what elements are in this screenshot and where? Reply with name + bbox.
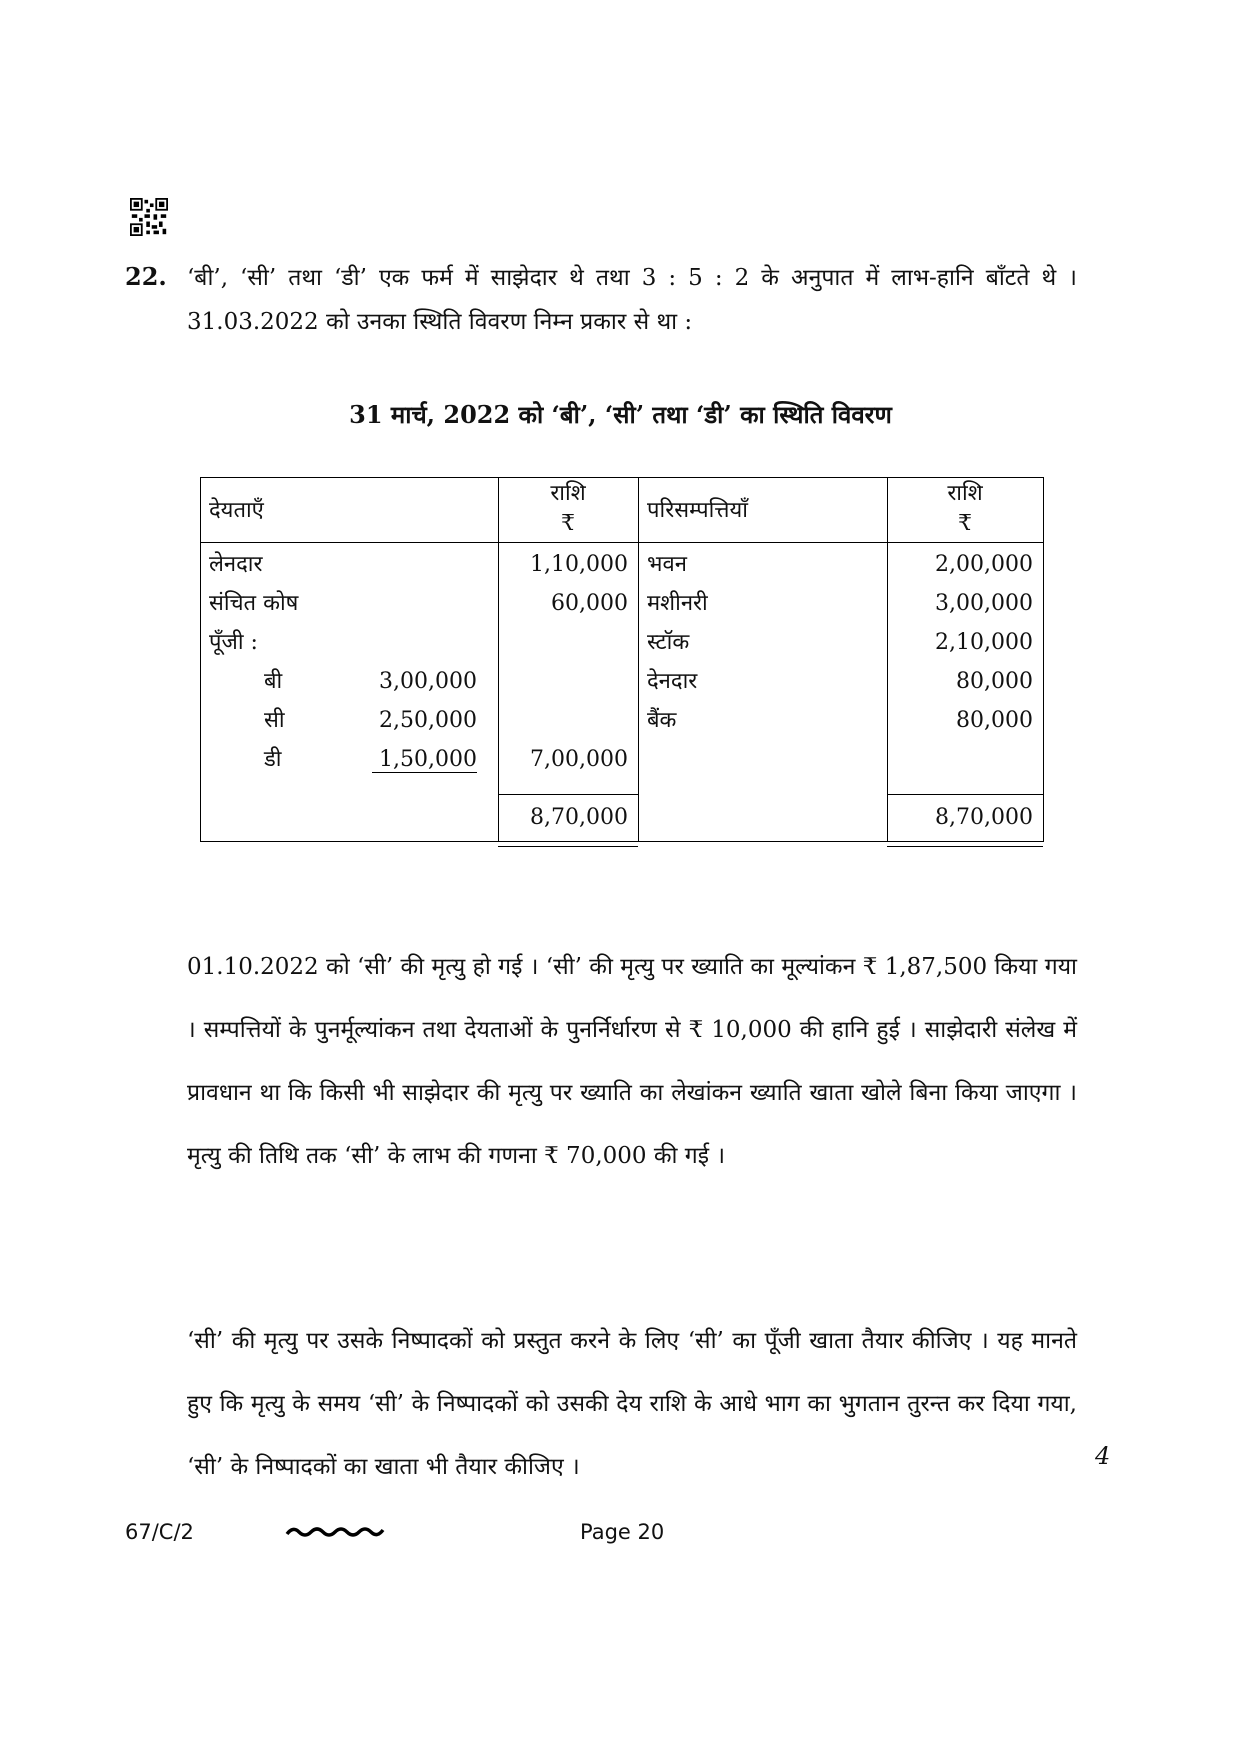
reserve-amount: 60,000: [551, 591, 628, 616]
assets-header: परिसम्पत्तियाँ: [647, 498, 748, 523]
header-divider: [200, 542, 1044, 543]
liabilities-total-underline: [498, 846, 638, 847]
asset-label: भवन: [647, 552, 687, 577]
capital-subtotal-underline: [372, 772, 477, 773]
amount-header: राशि: [550, 481, 586, 506]
question-instruction-paragraph: ‘सी’ की मृत्यु पर उसके निष्पादकों को प्रस्तुत करने के लिए ‘सी’ का पूँजी खाता तैयार कीजिए । यह मानते हुए कि मृत्यु के समय ‘सी’ के निष्पादकों को उसकी देय राशि के आधे भाग का भुगतान तुरन्त कर दिया गया, ‘सी’ के निष्पादकों का खाता भी तैयार कीजिए ।: [187, 1328, 1077, 1480]
creditors-amount: 1,10,000: [530, 552, 628, 577]
balance-sheet-table: [200, 477, 1044, 842]
paper-code: 67/C/2: [125, 1520, 194, 1544]
table-border-top: [200, 477, 1044, 478]
partner-name: सी: [264, 708, 285, 733]
currency-symbol: ₹: [561, 511, 575, 536]
liabilities-total: 8,70,000: [530, 805, 628, 830]
qr-code-icon: [130, 198, 168, 236]
capital-total: 7,00,000: [530, 747, 628, 772]
liabilities-total-rule: [498, 794, 638, 795]
assets-total: 8,70,000: [935, 805, 1033, 830]
question-number: 22.: [125, 262, 167, 291]
asset-label: मशीनरी: [647, 591, 708, 616]
partner-name: बी: [264, 669, 283, 694]
asset-amount: 80,000: [956, 708, 1033, 733]
partner-capital: 2,50,000: [379, 708, 477, 733]
table-divider: [638, 477, 639, 842]
marks-label: 4: [1095, 1442, 1111, 1470]
table-border-bottom: [200, 841, 1044, 842]
amount-header: राशि: [947, 481, 983, 506]
tilde-ornament-icon: [285, 1522, 385, 1542]
reserve-label: संचित कोष: [209, 591, 299, 616]
liabilities-header: देयताएँ: [209, 498, 264, 523]
assets-total-underline: [887, 846, 1043, 847]
asset-amount: 2,00,000: [935, 552, 1033, 577]
partner-name: डी: [264, 747, 282, 772]
table-border-right: [1043, 477, 1044, 842]
partner-capital: 1,50,000: [379, 747, 477, 772]
table-border-left: [200, 477, 201, 842]
page-number: Page 20: [580, 1520, 665, 1544]
asset-amount: 80,000: [956, 669, 1033, 694]
question-text: ‘बी’, ‘सी’ तथा ‘डी’ एक फर्म में साझेदार थे तथा 3 : 5 : 2 के अनुपात में लाभ-हानि बाँटते थे । 31.03.2022 को उनका स्थिति विवरण निम्न प्रकार से था :: [187, 265, 1077, 335]
asset-amount: 2,10,000: [935, 630, 1033, 655]
partner-capital: 3,00,000: [379, 669, 477, 694]
asset-label: स्टॉक: [647, 630, 690, 655]
asset-label: देनदार: [647, 669, 698, 694]
currency-symbol: ₹: [958, 511, 972, 536]
capital-label: पूँजी :: [209, 630, 258, 655]
assets-total-rule: [887, 794, 1043, 795]
question-details-paragraph: 01.10.2022 को ‘सी’ की मृत्यु हो गई । ‘सी’ की मृत्यु पर ख्याति का मूल्यांकन ₹ 1,87,500 किया गया । सम्पत्तियों के पुनर्मूल्यांकन तथा देयताओं के पुनर्निर्धारण से ₹ 10,000 की हानि हुई । साझेदारी संलेख में प्रावधान था कि किसी भी साझेदार की मृत्यु पर ख्याति का लेखांकन ख्याति खाता खोले बिना किया जाएगा । मृत्यु की तिथि तक ‘सी’ के लाभ की गणना ₹ 70,000 की गई ।: [187, 954, 1077, 1169]
asset-label: बैंक: [647, 708, 677, 733]
creditors-label: लेनदार: [209, 552, 263, 577]
balance-sheet-title: 31 मार्च, 2022 को ‘बी’, ‘सी’ तथा ‘डी’ का स्थिति विवरण: [349, 400, 892, 429]
asset-amount: 3,00,000: [935, 591, 1033, 616]
